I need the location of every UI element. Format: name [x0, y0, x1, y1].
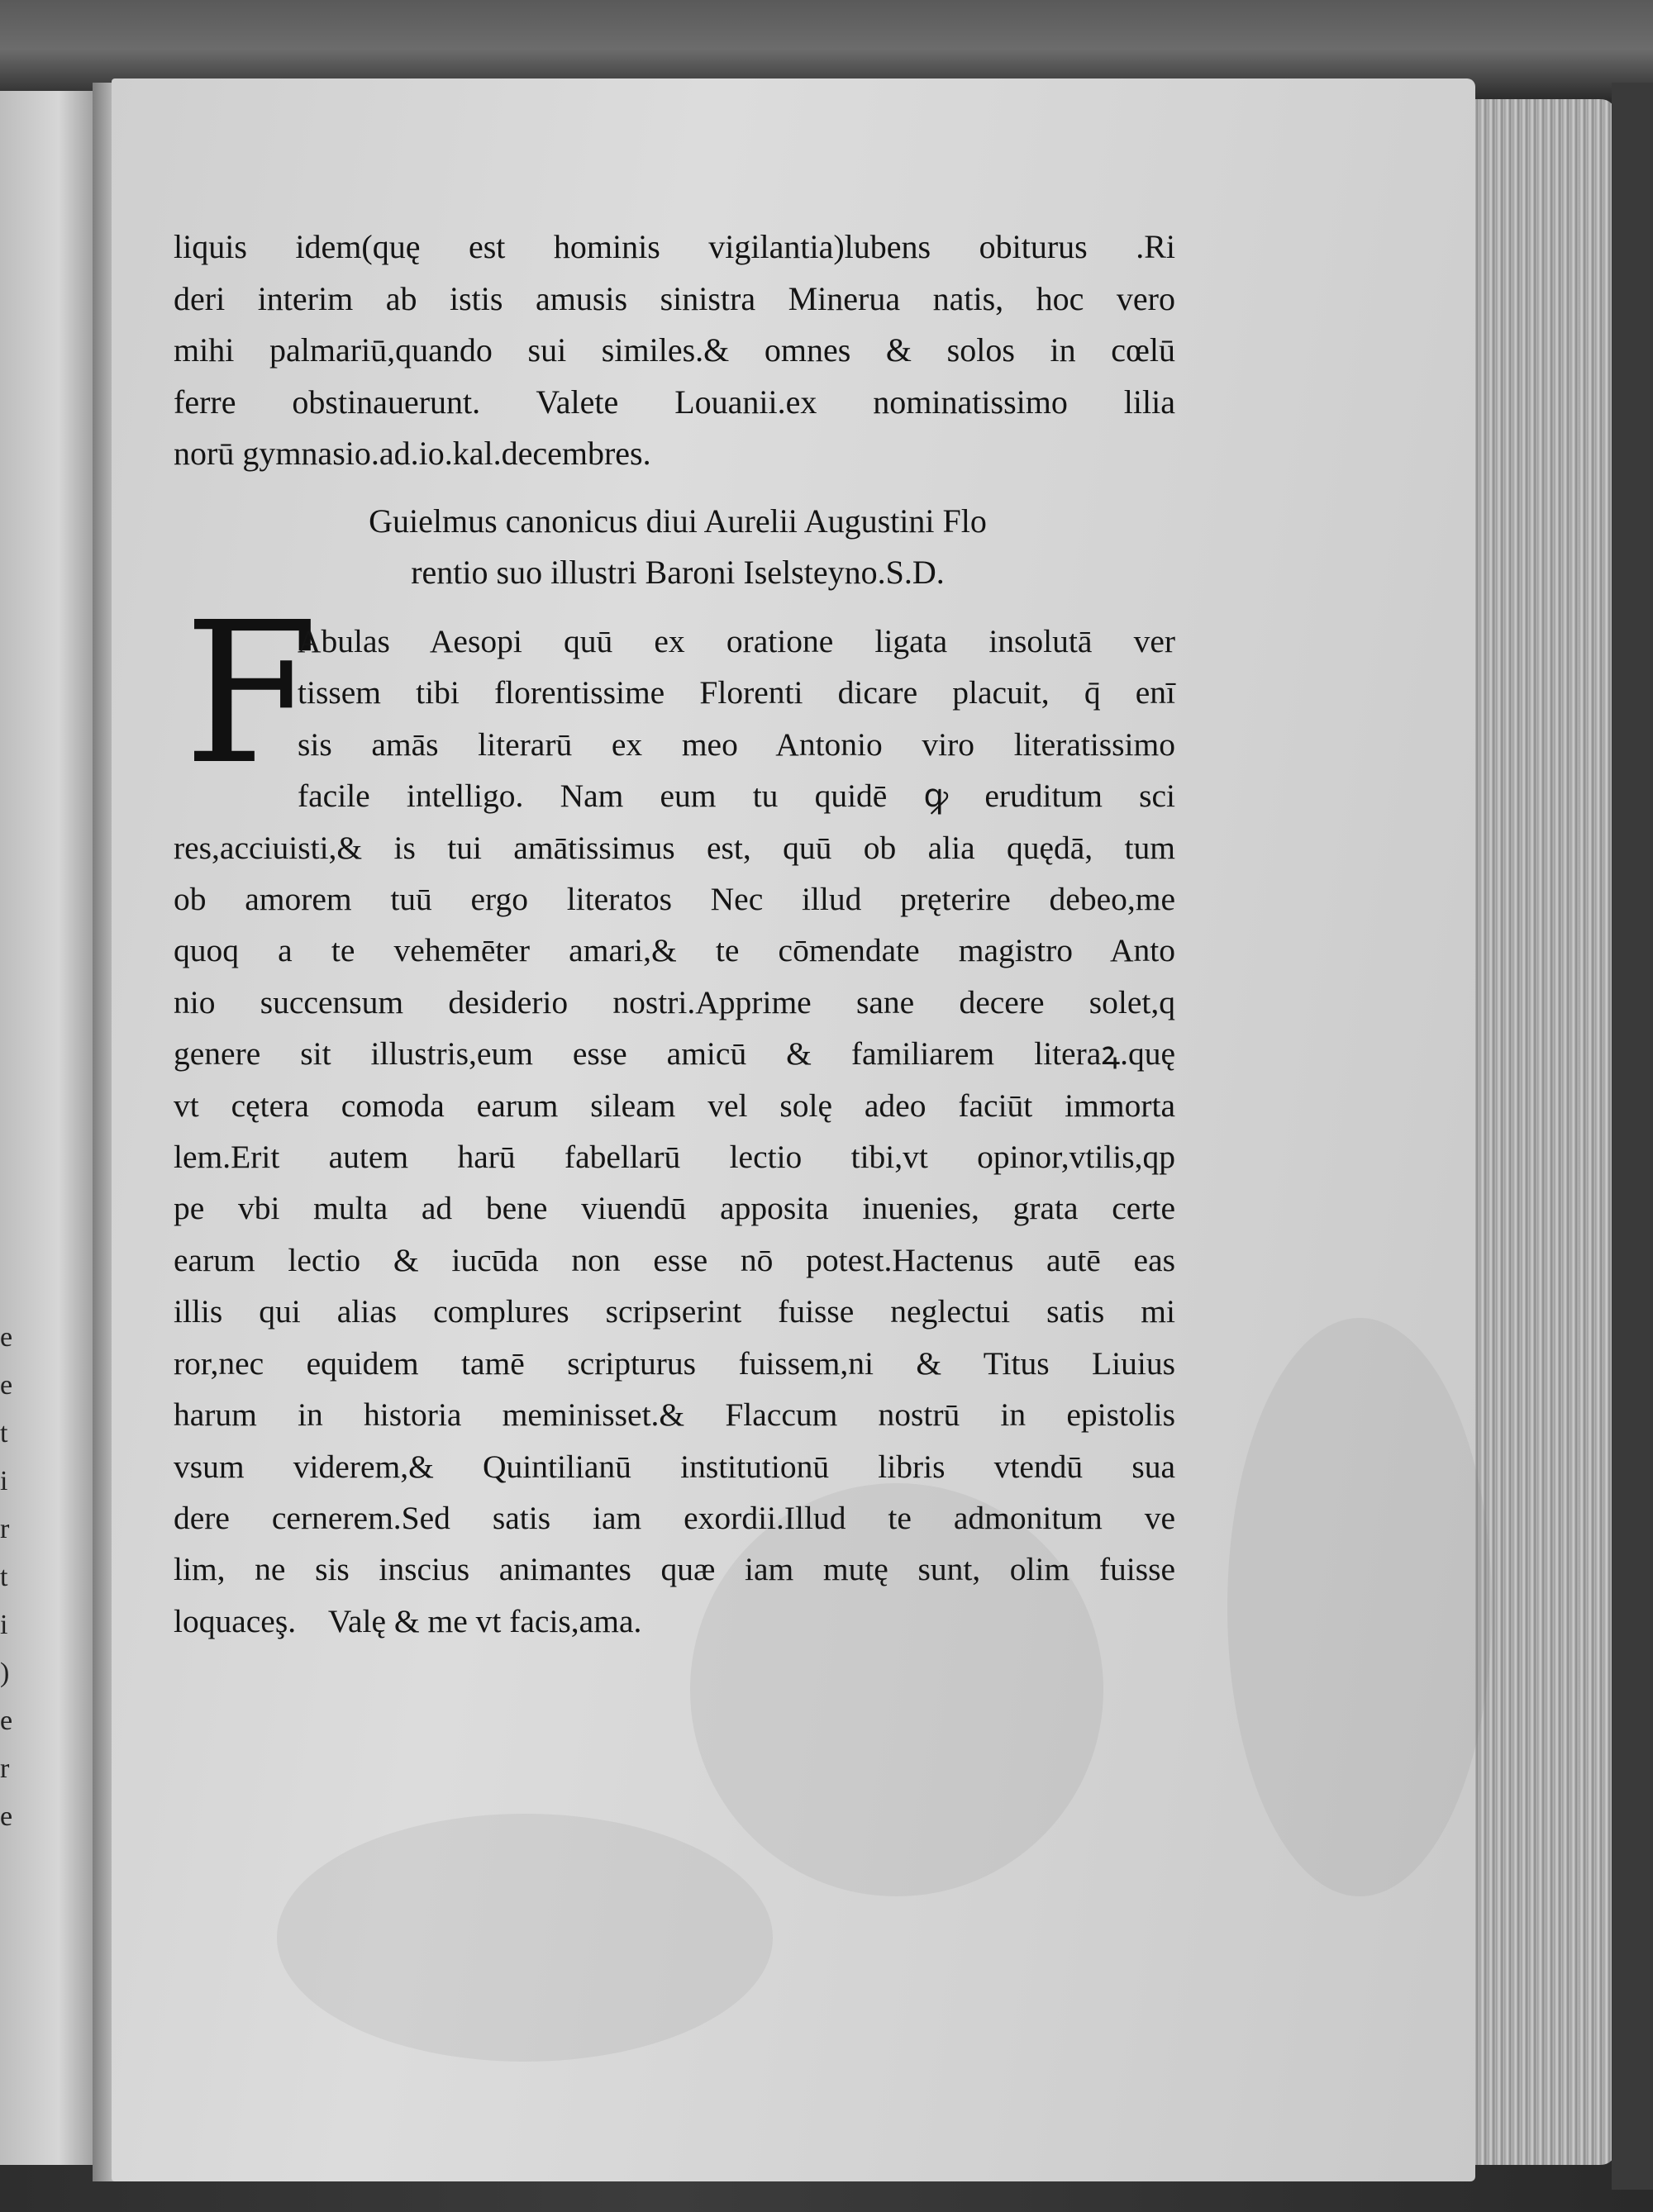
text-line: vt cętera comoda earum sileam vel solę adeo faciūt immorta: [174, 1087, 1175, 1124]
heading-line: rentio suo illustri Baroni Iselsteyno.S.D.: [411, 554, 945, 591]
text-line: liquis idem(quę est hominis vigilantia)lubens obiturus .Ri: [174, 228, 1175, 265]
text-line: lem.Erit autem harū fabellarū lectio tibi,vt opinor,vtilis,qp: [174, 1139, 1175, 1176]
left-page-text-fragments: [0, 1314, 17, 1841]
text-line: pe vbi multa ad bene viuendū apposita inuenies, grata certe: [174, 1190, 1175, 1227]
text-line: norū gymnasio.ad.io.kal.decembres.: [174, 435, 651, 472]
text-line: res,acciuisti,& is tui amātissimus est, quū ob alia quędā, tum: [174, 829, 1175, 866]
text-line: illis qui alias complures scripserint fuisse neglectui satis mi: [174, 1293, 1175, 1330]
text-line: lim, ne sis inscius animantes quæ iam mutę sunt, olim fuisse: [174, 1551, 1175, 1588]
text-line: Abulas Aesopi quū ex oratione ligata insolutā ver: [298, 623, 1175, 659]
text-line: sis amās literarū ex meo Antonio viro literatissimo: [298, 725, 1175, 763]
left-fragment: e: [0, 1705, 13, 1736]
left-page: [0, 91, 98, 2165]
water-stain: [1227, 1318, 1492, 1896]
water-stain: [277, 1814, 773, 2062]
text-line: ferre obstinauerunt. Valete Louanii.ex nominatissimo lilia: [174, 383, 1175, 421]
text-line: deri interim ab istis amusis sinistra Minerua natis, hoc vero: [174, 279, 1175, 317]
left-fragment: r: [0, 1753, 10, 1784]
left-fragment: i: [0, 1466, 8, 1496]
left-fragment: e: [0, 1370, 13, 1401]
text-line: ob amorem tuū ergo literatos Nec illud pręterire debeo,me: [174, 881, 1175, 918]
text-line: facile intelligo. Nam eum tu quidē ꝙ eruditum sci: [298, 778, 1175, 815]
left-fragment: e: [0, 1801, 13, 1832]
left-fragment: t: [0, 1418, 8, 1449]
left-fragment: e: [0, 1322, 13, 1353]
paragraph-2: [174, 580, 1175, 1647]
decorated-initial: F: [183, 580, 319, 807]
left-fragment: i: [0, 1610, 8, 1640]
paragraph-1: [174, 221, 1175, 480]
left-fragment: t: [0, 1562, 8, 1592]
page-edges: [1471, 99, 1616, 2165]
text-line: mihi palmariū,quando sui similes.& omnes & solos in cœlū: [174, 331, 1175, 369]
text-line: tissem tibi florentissime Florenti dicare placuit, q̄ enī: [298, 674, 1175, 711]
text-line: nio succensum desiderio nostri.Apprime sane decere solet,q: [174, 983, 1175, 1020]
text-line: quoq a te vehemēter amari,& te cōmendate magistro Anto: [174, 932, 1175, 969]
letter-heading: [264, 496, 1091, 598]
heading-line: Guielmus canonicus diui Aurelii Augustini Flo: [369, 502, 987, 540]
left-fragment: ): [0, 1658, 10, 1688]
text-line: dere cernerem.Sed satis iam exordii.Illud te admonitum ve: [174, 1499, 1175, 1536]
text-line: earum lectio & iucūda non esse nō potest.Hactenus autē eas: [174, 1241, 1175, 1278]
text-line: vsum viderem,& Quintilianū institutionū libris vtendū sua: [174, 1448, 1175, 1485]
right-shadow: [1612, 83, 1653, 2190]
text-line: loquaceş. Valę & me vt facis,ama.: [174, 1602, 642, 1639]
left-fragment: r: [0, 1514, 10, 1544]
text-line: harum in historia meminisset.& Flaccum nostrū in epistolis: [174, 1396, 1175, 1434]
text-line: ror,nec equidem tamē scripturus fuissem,ni & Titus Liuius: [174, 1344, 1175, 1382]
text-line: genere sit illustris,eum esse amicū & familiarem literaꝝ.quę: [174, 1035, 1175, 1073]
